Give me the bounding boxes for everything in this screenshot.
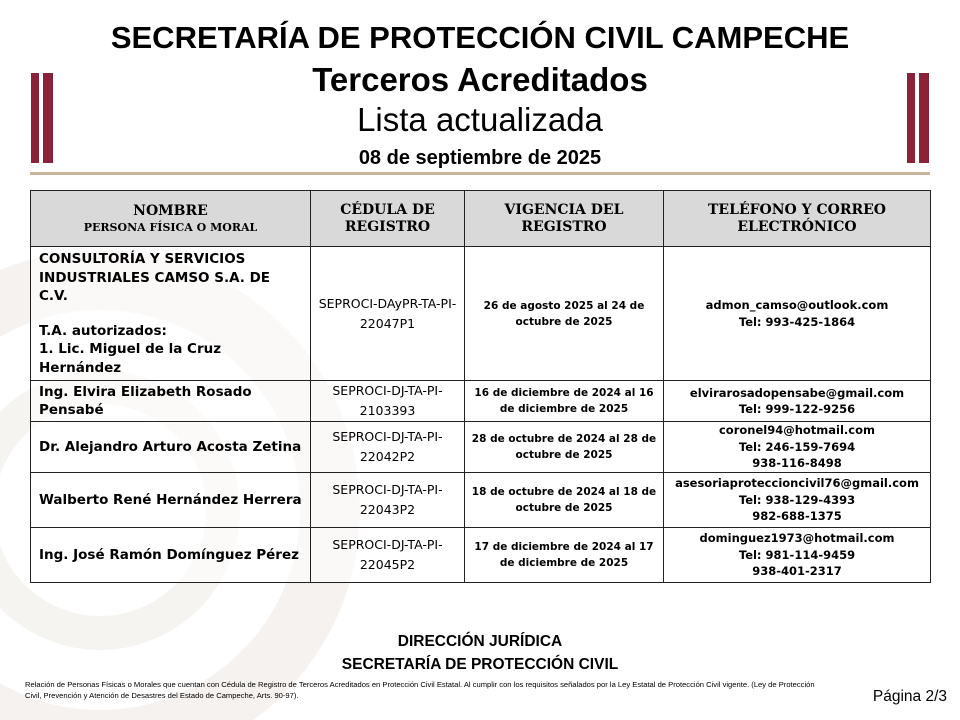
page-subtitle: Terceros Acreditados [312,61,648,98]
authorized-person: 1. Lic. Miguel de la Cruz Hernández [39,341,222,376]
contact-cell [664,422,931,473]
table-row [31,247,931,381]
list-label: Lista actualizada [357,101,603,138]
vigencia-cell: 28 de octubre de 2024 al 28 de octubre de 2025 [465,422,664,473]
column-header-name [31,191,311,247]
registry-table [30,190,931,583]
cedula-cell: SEPROCI-DJ-TA-PI-2103393 [311,381,465,422]
page-title: SECRETARÍA DE PROTECCIÓN CIVIL CAMPECHE [110,20,850,55]
email-text: asesoriaproteccioncivil76@gmail.com [675,476,919,491]
cedula-cell: SEPROCI-DJ-TA-PI-22043P2 [311,473,465,528]
cedula-cell: SEPROCI-DJ-TA-PI-22045P2 [311,528,465,583]
footer-legal-note: Relación de Personas Físicas o Morales que cuentan con Cédula de Registro de Terceros Acreditados en Protección Civil Estatal. Al cumplir con los requisitos señalados por la Ley Estatal de Protección Civil vigente. (Ley de Protección Civil, Prevención y Atención de Desastres del Estado de Campeche, Arts. 90-97). [25,680,815,700]
column-header-contacto: TELÉFONO Y CORREO ELECTRÓNICO [664,191,931,247]
name-cell: Dr. Alejandro Arturo Acosta Zetina [31,422,311,473]
name-cell: Ing. Elvira Elizabeth Rosado Pensabé [31,381,311,422]
phone-text-secondary: 938-116-8498 [752,456,842,471]
contact-cell [664,473,931,528]
phone-text: Tel: 938-129-4393 [738,492,856,507]
vigencia-cell: 16 de diciembre de 2024 al 16 de diciembre de 2025 [465,381,664,422]
column-header-vigencia: VIGENCIA DEL REGISTRO [465,191,664,247]
footer-direction: DIRECCIÓN JURÍDICA [397,633,563,650]
cedula-cell: SEPROCI-DJ-TA-PI-22042P2 [311,422,465,473]
vigencia-cell: 18 de octubre de 2024 al 18 de octubre de 2025 [465,473,664,528]
name-cell: Ing. José Ramón Domínguez Pérez [31,528,311,583]
column-header-name-sub: PERSONA FÍSICA O MORAL [83,220,258,234]
vigencia-cell: 17 de diciembre de 2024 al 17 de diciembre de 2025 [465,528,664,583]
header-divider [30,172,930,175]
email-text: admon_camso@outlook.com [705,298,889,312]
phone-text: Tel: 993-425-1864 [738,314,856,329]
table-row [31,422,931,473]
vigencia-cell: 26 de agosto 2025 al 24 de octubre de 2025 [465,247,664,381]
authorized-label: T.A. autorizados: [39,322,167,339]
phone-text: Tel: 981-114-9459 [738,547,856,562]
column-header-name-label: NOMBRE [133,202,208,219]
contact-cell [664,247,931,381]
table-row [31,473,931,528]
footer-secretariat: SECRETARÍA DE PROTECCIÓN CIVIL [341,656,619,673]
phone-text-secondary: 982-688-1375 [752,509,842,524]
entity-name: CONSULTORÍA Y SERVICIOS INDUSTRIALES CAMSO S.A. DE C.V. [39,251,271,304]
cedula-cell: SEPROCI-DAyPR-TA-PI-22047P1 [311,247,465,381]
email-text: dominguez1973@hotmail.com [699,531,895,546]
column-header-cedula: CÉDULA DE REGISTRO [311,191,465,247]
page-number: Página 2/3 [872,688,947,705]
name-cell: Walberto René Hernández Herrera [31,473,311,528]
table-row [31,528,931,583]
phone-text: Tel: 246-159-7694 [738,439,856,454]
contact-cell [664,528,931,583]
table-header-row [31,191,931,247]
phone-text: Tel: 999-122-9256 [738,402,856,416]
table-row [31,381,931,422]
email-text: elvirarosadopensabe@gmail.com [689,385,905,400]
name-cell [31,247,311,381]
contact-cell [664,381,931,422]
update-date: 08 de septiembre de 2025 [358,147,602,169]
email-text: coronel94@hotmail.com [718,423,875,438]
phone-text-secondary: 938-401-2317 [752,564,842,579]
